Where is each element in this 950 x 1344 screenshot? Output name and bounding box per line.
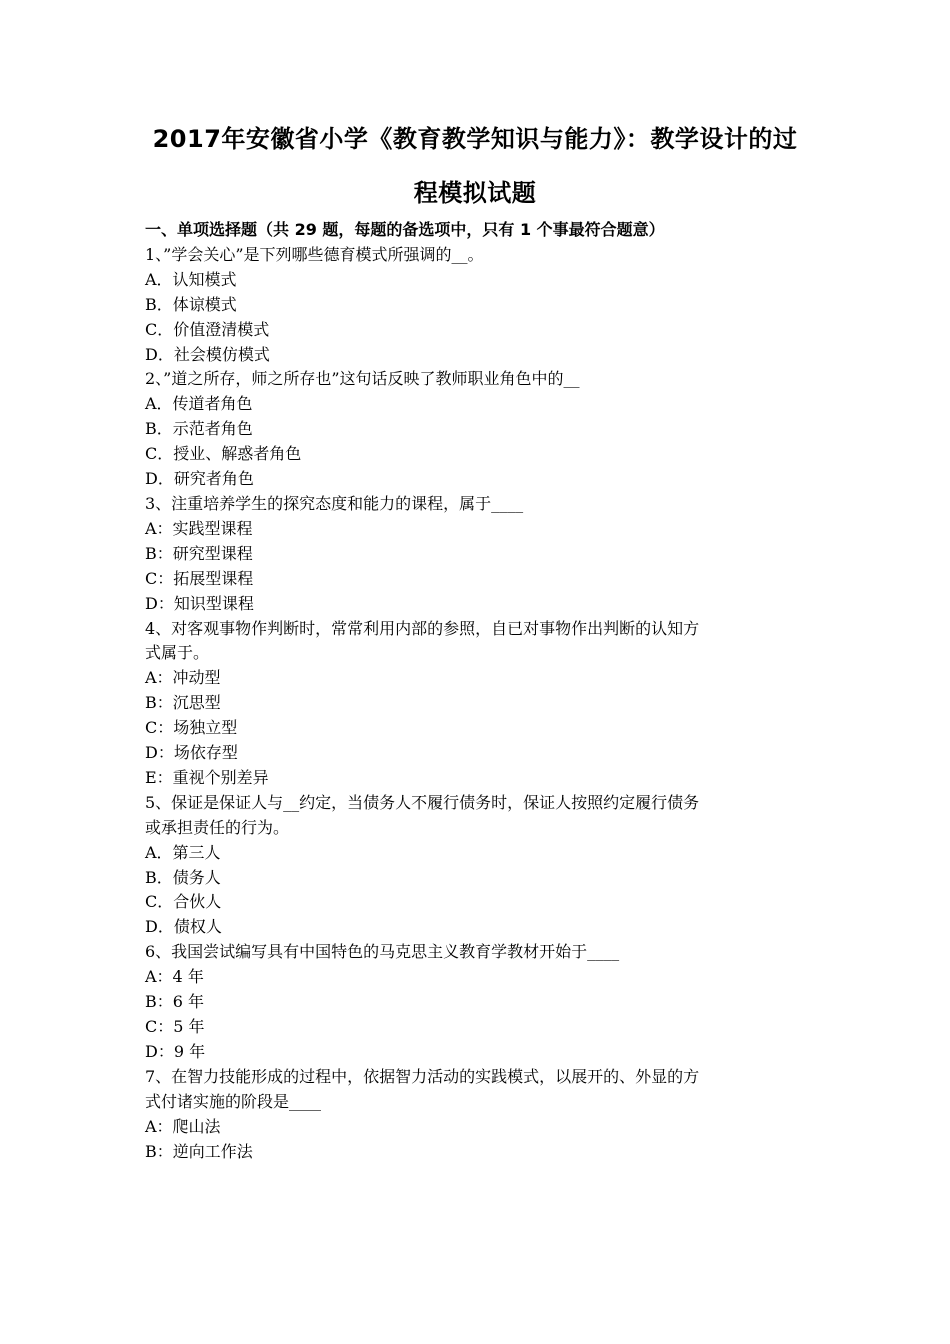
answer-option: A．认知模式 bbox=[145, 269, 237, 289]
question-stem-line: 6、我国尝试编写具有中国特色的马克思主义教育学教材开始于____ bbox=[145, 942, 620, 962]
answer-option: C：场独立型 bbox=[145, 718, 238, 738]
question-item bbox=[145, 243, 810, 368]
question-stem-line: 2、”道之所存，师之所存也”这句话反映了教师职业角色中的__ bbox=[145, 369, 580, 389]
question-stem bbox=[145, 243, 810, 268]
answer-option: E：重视个别差异 bbox=[145, 767, 269, 787]
question-stem-line: 1、”学会关心”是下列哪些德育模式所强调的__。 bbox=[145, 244, 484, 264]
answer-option: C：5 年 bbox=[145, 1017, 205, 1036]
question-item bbox=[145, 940, 810, 1065]
question-stem bbox=[145, 492, 810, 517]
question-item bbox=[145, 791, 810, 940]
answer-option: D．债权人 bbox=[145, 917, 222, 937]
question-stem-line: 4、对客观事物作判断时，常常利用内部的参照，自已对事物作出判断的认知方 bbox=[145, 618, 700, 638]
answer-option: D：9 年 bbox=[145, 1041, 206, 1061]
question-list bbox=[145, 243, 810, 1165]
question-stem-line: 或承担责任的行为。 bbox=[145, 817, 290, 837]
question-stem-line: 3、注重培养学生的探究态度和能力的课程，属于____ bbox=[145, 493, 524, 513]
answer-option: B：逆向工作法 bbox=[145, 1141, 253, 1161]
answer-option: B．示范者角色 bbox=[145, 419, 253, 439]
answer-option: D：知识型课程 bbox=[145, 593, 254, 613]
answer-option: A：爬山法 bbox=[145, 1116, 221, 1136]
question-stem bbox=[145, 791, 810, 841]
question-stem-line: 5、保证是保证人与__约定，当债务人不履行债务时，保证人按照约定履行债务 bbox=[145, 792, 700, 812]
answer-option: C．合伙人 bbox=[145, 892, 222, 912]
question-stem bbox=[145, 1065, 810, 1115]
question-stem bbox=[145, 940, 810, 965]
answer-option: B：沉思型 bbox=[145, 693, 221, 713]
question-item bbox=[145, 1065, 810, 1165]
exam-content bbox=[145, 218, 810, 1164]
question-stem-line: 7、在智力技能形成的过程中，依据智力活动的实践模式，以展开的、外显的方 bbox=[145, 1066, 700, 1086]
question-item bbox=[145, 367, 810, 492]
answer-option: B．债务人 bbox=[145, 867, 221, 887]
question-stem-line: 式付诸实施的阶段是____ bbox=[145, 1091, 322, 1111]
answer-option: A．传道者角色 bbox=[145, 394, 253, 414]
answer-option: D．研究者角色 bbox=[145, 469, 254, 489]
answer-option: A：实践型课程 bbox=[145, 518, 253, 538]
answer-option: D：场依存型 bbox=[145, 743, 238, 763]
question-stem-line: 式属于。 bbox=[145, 643, 210, 663]
answer-option: C．授业、解惑者角色 bbox=[145, 444, 302, 464]
question-stem bbox=[145, 367, 810, 392]
question-stem bbox=[145, 617, 810, 667]
answer-option: C：拓展型课程 bbox=[145, 568, 254, 588]
answer-option: A．第三人 bbox=[145, 842, 221, 862]
title-line-1: 2017年安徽省小学《教育教学知识与能力》：教学设计的过 bbox=[152, 125, 798, 153]
answer-option: D．社会模仿模式 bbox=[145, 344, 270, 364]
title-line-2: 程模拟试题 bbox=[413, 179, 537, 207]
question-item bbox=[145, 617, 810, 791]
answer-option: A：4 年 bbox=[145, 967, 204, 987]
answer-option: B：6 年 bbox=[145, 992, 205, 1012]
answer-option: C．价值澄清模式 bbox=[145, 319, 270, 339]
answer-option: B．体谅模式 bbox=[145, 294, 237, 314]
document-title bbox=[130, 112, 820, 220]
section-heading: 一、单项选择题（共 29 题，每题的备选项中，只有 1 个事最符合题意） bbox=[145, 220, 665, 239]
answer-option: B：研究型课程 bbox=[145, 543, 253, 563]
answer-option: A：冲动型 bbox=[145, 668, 221, 688]
question-item bbox=[145, 492, 810, 617]
